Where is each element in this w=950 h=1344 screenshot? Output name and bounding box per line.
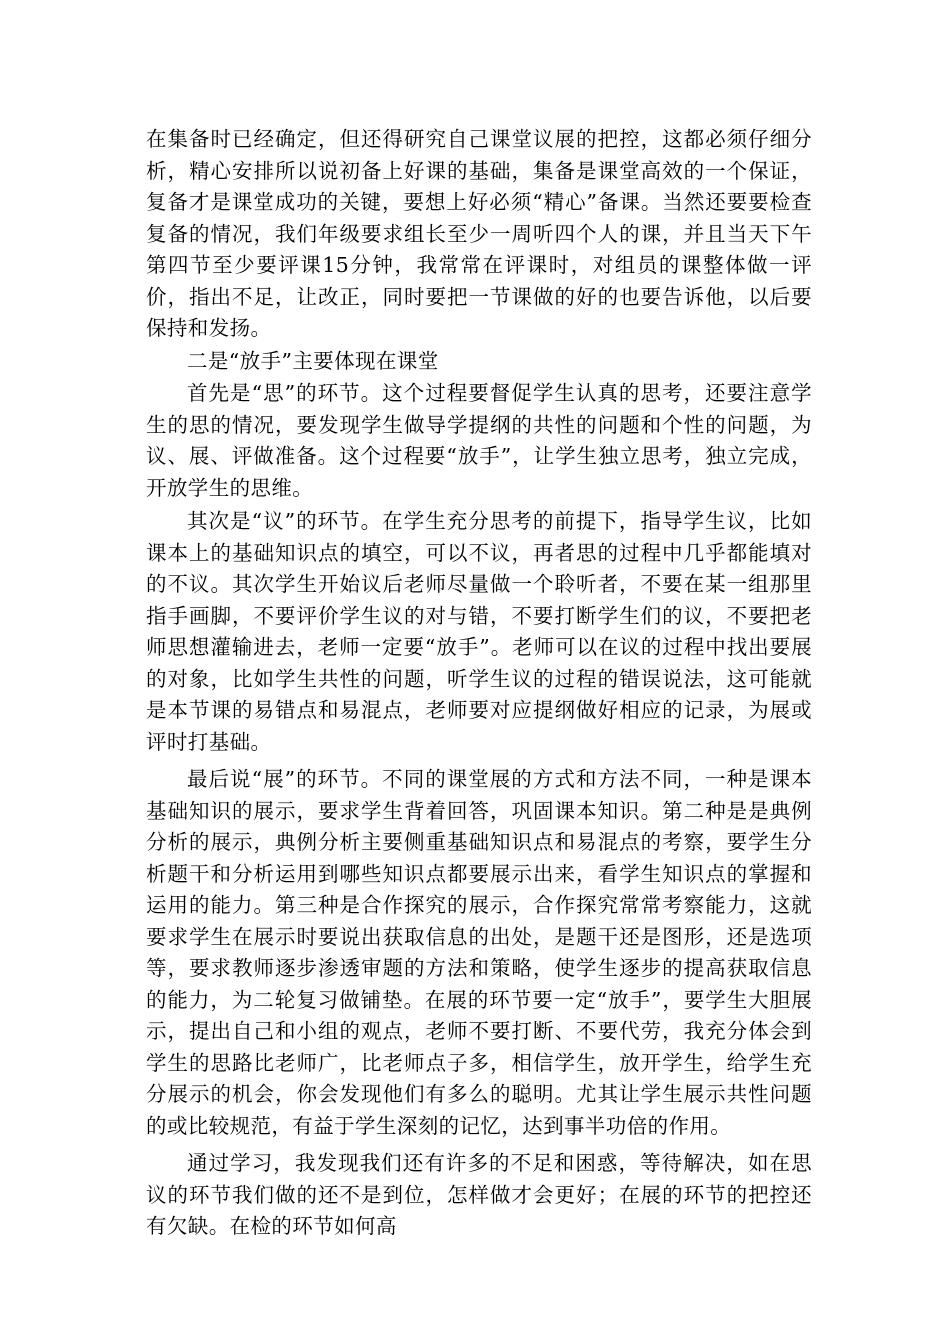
paragraph-think-stage: 首先是“思”的环节。这个过程要督促学生认真的思考，还要注意学生的思的情况，要发现学生做导学提纲的共性的问题和个性的问题，为议、展、评做准备。这个过程要“放手”，让学生独立思考，独立完成，开放学生的思维。 <box>146 381 812 500</box>
paragraph-reflection: 通过学习，我发现我们还有许多的不足和困惑，等待解决，如在思议的环节我们做的还不是到位，怎样做才会更好；在展的环节的把控还有欠缺。在检的环节如何高 <box>146 1151 812 1238</box>
document-page <box>146 124 812 1243</box>
paragraph-lesson-preparation: 在集备时已经确定，但还得研究自己课堂议展的把控，这都必须仔细分析，精心安排所以说初备上好课的基础，集备是课堂高效的一个保证，复备才是课堂成功的关键，要想上好必须“精心”备课。当然还要要检查复备的情况，我们年级要求组长至少一周听四个人的课，并且当天下午第四节至少要评课15分钟，我常常在评课时，对组员的课整体做一评价，指出不足，让改正，同时要把一节课做的好的也要告诉他，以后要保持和发扬。 <box>146 127 812 340</box>
section-heading-classroom: 二是“放手”主要体现在课堂 <box>187 348 439 373</box>
paragraph-discuss-stage: 其次是“议”的环节。在学生充分思考的前提下，指导学生议，比如课本上的基础知识点的填空，可以不议，再者思的过程中几乎都能填对的不议。其次学生开始议后老师尽量做一个聆听者，不要在某一组那里指手画脚，不要评价学生议的对与错，不要打断学生们的议，不要把老师思想灌输进去，老师一定要“放手”。老师可以在议的过程中找出要展的对象，比如学生共性的问题，听学生议的过程的错误说法，这可能就是本节课的易错点和易混点，老师要对应提纲做好相应的记录，为展或评时打基础。 <box>146 509 812 754</box>
paragraph-present-stage: 最后说“展”的环节。不同的课堂展的方式和方法不同，一种是课本基础知识的展示，要求学生背着回答，巩固课本知识。第二种是是典例分析的展示，典例分析主要侧重基础知识点和易混点的考察，要学生分析题干和分析运用到哪些知识点都要展示出来，看学生知识点的掌握和运用的能力。第三种是合作探究的展示，合作探究常常考察能力，这就要求学生在展示时要说出获取信息的出处，是题干还是图形，还是选项等，要求教师逐步渗透审题的方法和策略，使学生逐步的提高获取信息的能力，为二轮复习做铺垫。在展的环节要一定“放手”，要学生大胆展示，提出自己和小组的观点，老师不要打断、不要代劳，我充分体会到学生的思路比老师广，比老师点子多，相信学生，放开学生，给学生充分展示的机会，你会发现他们有多么的聪明。尤其让学生展示共性问题的或比较规范，有益于学生深刻的记忆，达到事半功倍的作用。 <box>146 767 812 1138</box>
